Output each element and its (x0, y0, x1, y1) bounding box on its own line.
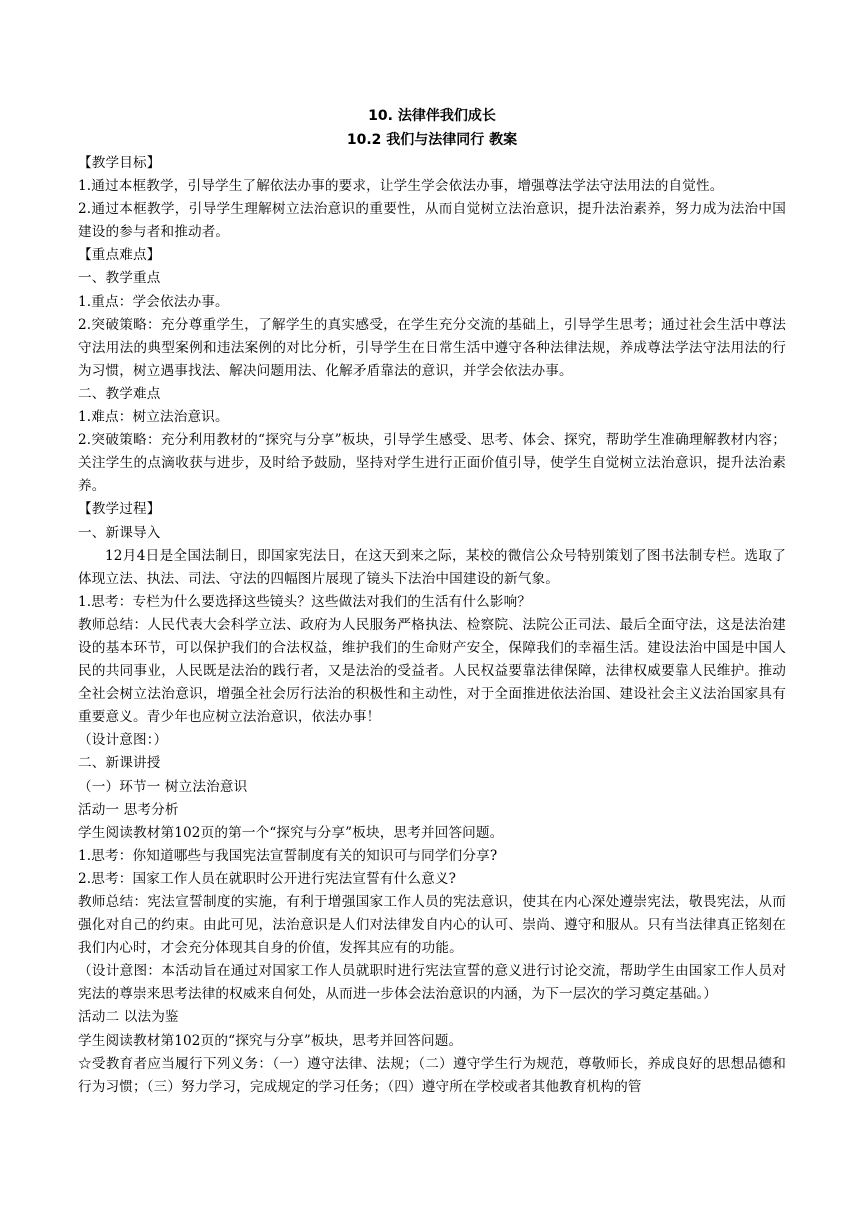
design-intent-2: （设计意图：本活动旨在通过对国家工作人员就职时进行宪法宣誓的意义进行讨论交流，帮助学生由国家工作人员对宪法的尊崇来思考法律的权威来自何处，从而进一步体会法治意识的内涵，为下一层次的学习奠定基础。） (78, 963, 786, 1003)
intro-paragraph: 12月4日是全国法制日，即国家宪法日，在这天到来之际，某校的微信公众号特别策划了图书法制专栏。选取了体现立法、执法、司法、守法的四幅图片展现了镜头下法治中国建设的新气象。 (78, 547, 786, 587)
activity-1-instruction: 学生阅读教材第102页的第一个“探究与分享”板块，思考并回答问题。 (78, 824, 504, 841)
objective-1: 1.通过本框教学，引导学生了解依法办事的要求，让学生学会依法办事，增强尊法学法守法用法的自觉性。 (78, 178, 724, 195)
subheading-difficulty: 二、教学难点 (78, 385, 161, 402)
section-heading-objectives: 【教学目标】 (78, 155, 161, 171)
difficulty-strategy: 2.突破策略：充分利用教材的“探究与分享”板块，引导学生感受、思考、体会、探究，帮助学生准确理解教材内容；关注学生的点滴收获与进步，及时给予鼓励，坚持对学生进行正面价值引导，使学生自觉树立法治意识，提升法治素养。 (78, 432, 786, 495)
subheading-key-point: 一、教学重点 (78, 270, 161, 287)
design-intent-1: （设计意图：） (78, 732, 168, 749)
chapter-title: 10. 法律伴我们成长 (368, 108, 496, 124)
subheading-new-lesson: 二、新课讲授 (78, 755, 161, 772)
key-point-item: 1.重点：学会依法办事。 (78, 293, 229, 310)
objective-2: 2.通过本框教学，引导学生理解树立法治意识的重要性，从而自觉树立法治意识，提升法治素养，努力成为法治中国建设的参与者和推动者。 (78, 201, 786, 241)
activity-1-heading: 活动一 思考分析 (78, 801, 179, 818)
section-heading-process: 【教学过程】 (78, 501, 161, 518)
lesson-title: 10.2 我们与法律同行 教案 (346, 132, 518, 148)
teacher-summary-1: 教师总结：人民代表大会科学立法、政府为人民服务严格执法、检察院、法院公正司法、最后全面守法，这是法治建设的基本环节，可以保护我们的合法权益，维护我们的生命财产安全，保障我们的幸福生活。建设法治中国是中国人民的共同事业，人民既是法治的践行者，又是法治的受益者。人民权益要靠法律保障，法律权威要靠人民维护。推动全社会树立法治意识，增强全社会厉行法治的积极性和主动性，对于全面推进依法治国、建设社会主义法治国家具有重要意义。青少年也应树立法治意识，依法办事！ (78, 616, 786, 726)
segment-1-heading: （一）环节一 树立法治意识 (78, 778, 248, 795)
intro-question: 1.思考：专栏为什么要选择这些镜头？这些做法对我们的生活有什么影响？ (78, 593, 532, 610)
teacher-summary-2: 教师总结：宪法宣誓制度的实施，有利于增强国家工作人员的宪法意识，使其在内心深处遵崇宪法，敬畏宪法，从而强化对自己的约束。由此可见，法治意识是人们对法律发自内心的认可、崇尚、遵守和服从。只有当法律真正铭刻在我们内心时，才会充分体现其自身的价值，发挥其应有的功能。 (78, 894, 786, 957)
activity-1-question-1: 1.思考：你知道哪些与我国宪法宣誓制度有关的知识可与同学们分享? (78, 847, 498, 864)
section-heading-key-points: 【重点难点】 (78, 247, 161, 264)
activity-2-heading: 活动二 以法为鉴 (78, 1009, 179, 1026)
key-point-strategy: 2.突破策略：充分尊重学生，了解学生的真实感受，在学生充分交流的基础上，引导学生思考；通过社会生活中尊法守法用法的典型案例和违法案例的对比分析，引导学生在日常生活中遵守各种法律法规，养成尊法学法守法用法的行为习惯，树立遇事找法、解决问题用法、化解矛盾靠法的意识，并学会依法办事。 (78, 316, 786, 379)
activity-2-instruction: 学生阅读教材第102页的“探究与分享”板块，思考并回答问题。 (78, 1032, 463, 1049)
activity-1-question-2: 2.思考：国家工作人员在就职时公开进行宪法宣誓有什么意义? (78, 870, 457, 887)
document-page (78, 104, 786, 1099)
difficulty-item: 1.难点：树立法治意识。 (78, 409, 229, 426)
subheading-intro: 一、新课导入 (78, 524, 161, 541)
obligations-excerpt: ☆受教育者应当履行下列义务：（一）遵守法律、法规；（二）遵守学生行为规范，尊敬师长，养成良好的思想品德和行为习惯；（三）努力学习，完成规定的学习任务；（四）遵守所在学校或者其他教育机构的管 (78, 1055, 786, 1095)
